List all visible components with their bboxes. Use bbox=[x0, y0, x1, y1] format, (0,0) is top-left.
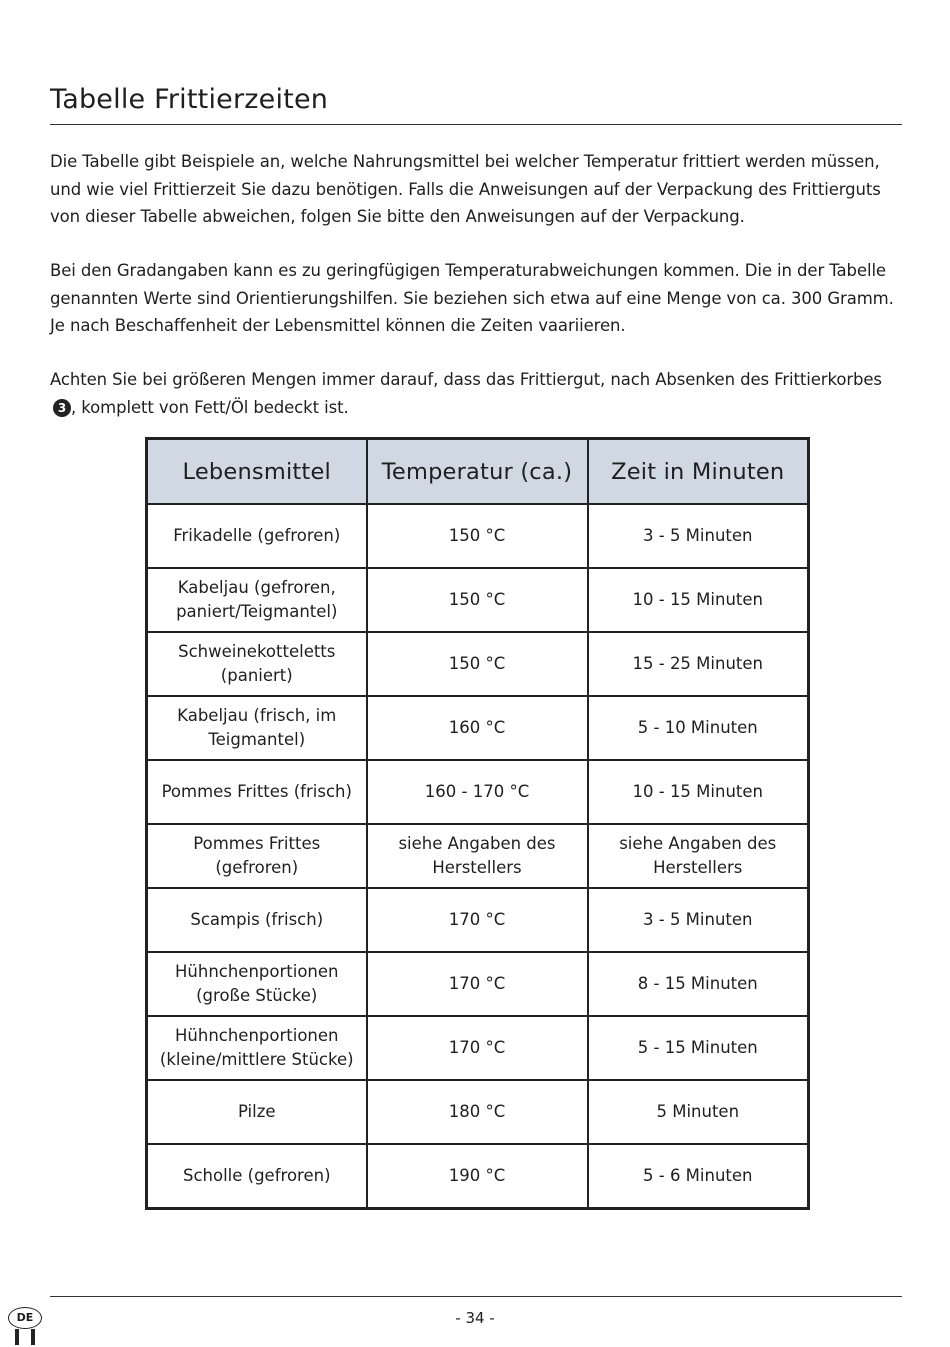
page-number: - 34 - bbox=[455, 1309, 495, 1327]
title-divider bbox=[50, 124, 902, 125]
temperature-cell: 190 °C bbox=[367, 1144, 588, 1209]
food-cell: Pilze bbox=[147, 1080, 367, 1144]
food-cell: Frikadelle (gefroren) bbox=[147, 504, 367, 568]
time-cell: 5 Minuten bbox=[588, 1080, 809, 1144]
temperature-cell: 170 °C bbox=[367, 952, 588, 1016]
table-row bbox=[147, 632, 809, 696]
food-cell: Kabeljau (gefroren, paniert/Teigmantel) bbox=[147, 568, 367, 632]
food-cell: Kabeljau (frisch, im Teigmantel) bbox=[147, 696, 367, 760]
time-cell: 5 - 6 Minuten bbox=[588, 1144, 809, 1209]
table-row bbox=[147, 888, 809, 952]
header-time: Zeit in Minuten bbox=[588, 439, 809, 505]
warning-text-start: Achten Sie bei größeren Mengen immer darauf, dass das Frittiergut, nach Absenken des Frittierkorbes bbox=[50, 370, 882, 389]
temperature-cell: siehe Angaben des Herstellers bbox=[367, 824, 588, 888]
time-cell: 3 - 5 Minuten bbox=[588, 888, 809, 952]
intro-paragraph: Die Tabelle gibt Beispiele an, welche Nahrungsmittel bei welcher Temperatur frittiert werden müssen, und wie viel Frittierzeit Sie dazu benötigen. Falls die Anweisungen auf der Verpackung des Frittierguts von dieser Tabelle abweichen, folgen Sie bitte den Anweisungen auf der Verpackung. bbox=[50, 152, 881, 226]
temperature-cell: 170 °C bbox=[367, 888, 588, 952]
food-cell: Scampis (frisch) bbox=[147, 888, 367, 952]
temperature-cell: 150 °C bbox=[367, 568, 588, 632]
table-header-row bbox=[147, 439, 809, 505]
temperature-cell: 150 °C bbox=[367, 504, 588, 568]
time-cell: 10 - 15 Minuten bbox=[588, 568, 809, 632]
language-code: DE bbox=[8, 1307, 42, 1329]
temperature-cell: 170 °C bbox=[367, 1016, 588, 1080]
food-cell: Scholle (gefroren) bbox=[147, 1144, 367, 1209]
table-row bbox=[147, 568, 809, 632]
time-cell: 5 - 15 Minuten bbox=[588, 1016, 809, 1080]
warning-paragraph bbox=[50, 366, 902, 421]
time-cell: 5 - 10 Minuten bbox=[588, 696, 809, 760]
part-reference-3-icon: 3 bbox=[53, 399, 71, 417]
temperature-cell: 150 °C bbox=[367, 632, 588, 696]
header-food: Lebensmittel bbox=[147, 439, 367, 505]
warning-text-end: , komplett von Fett/Öl bedeckt ist. bbox=[71, 397, 349, 417]
time-cell: 3 - 5 Minuten bbox=[588, 504, 809, 568]
note-paragraph: Bei den Gradangaben kann es zu geringfügigen Temperaturabweichungen kommen. Die in der Tabelle genannten Werte sind Orientierungshilfen. Sie beziehen sich etwa auf eine Menge von ca. 300 Gramm. Je nach Beschaffenheit der Lebensmittel können die Zeiten vaariieren. bbox=[50, 261, 894, 335]
table-row bbox=[147, 696, 809, 760]
food-cell: Pommes Frittes (gefroren) bbox=[147, 824, 367, 888]
footer-divider bbox=[50, 1296, 902, 1297]
temperature-cell: 160 °C bbox=[367, 696, 588, 760]
table-row bbox=[147, 952, 809, 1016]
table-row bbox=[147, 1144, 809, 1209]
temperature-cell: 180 °C bbox=[367, 1080, 588, 1144]
food-cell: Hühnchenportionen (große Stücke) bbox=[147, 952, 367, 1016]
time-cell: 10 - 15 Minuten bbox=[588, 760, 809, 824]
food-cell: Schweinekotteletts (paniert) bbox=[147, 632, 367, 696]
header-temperature: Temperatur (ca.) bbox=[367, 439, 588, 505]
table-row bbox=[147, 1080, 809, 1144]
table-row bbox=[147, 824, 809, 888]
time-cell: siehe Angaben des Herstellers bbox=[588, 824, 809, 888]
temperature-cell: 160 - 170 °C bbox=[367, 760, 588, 824]
food-cell: Pommes Frittes (frisch) bbox=[147, 760, 367, 824]
food-cell: Hühnchenportionen (kleine/mittlere Stücke) bbox=[147, 1016, 367, 1080]
time-cell: 15 - 25 Minuten bbox=[588, 632, 809, 696]
table-row bbox=[147, 760, 809, 824]
frying-times-table bbox=[145, 437, 810, 1210]
page-title: Tabelle Frittierzeiten bbox=[50, 84, 329, 115]
time-cell: 8 - 15 Minuten bbox=[588, 952, 809, 1016]
table-row bbox=[147, 1016, 809, 1080]
table-row bbox=[147, 504, 809, 568]
